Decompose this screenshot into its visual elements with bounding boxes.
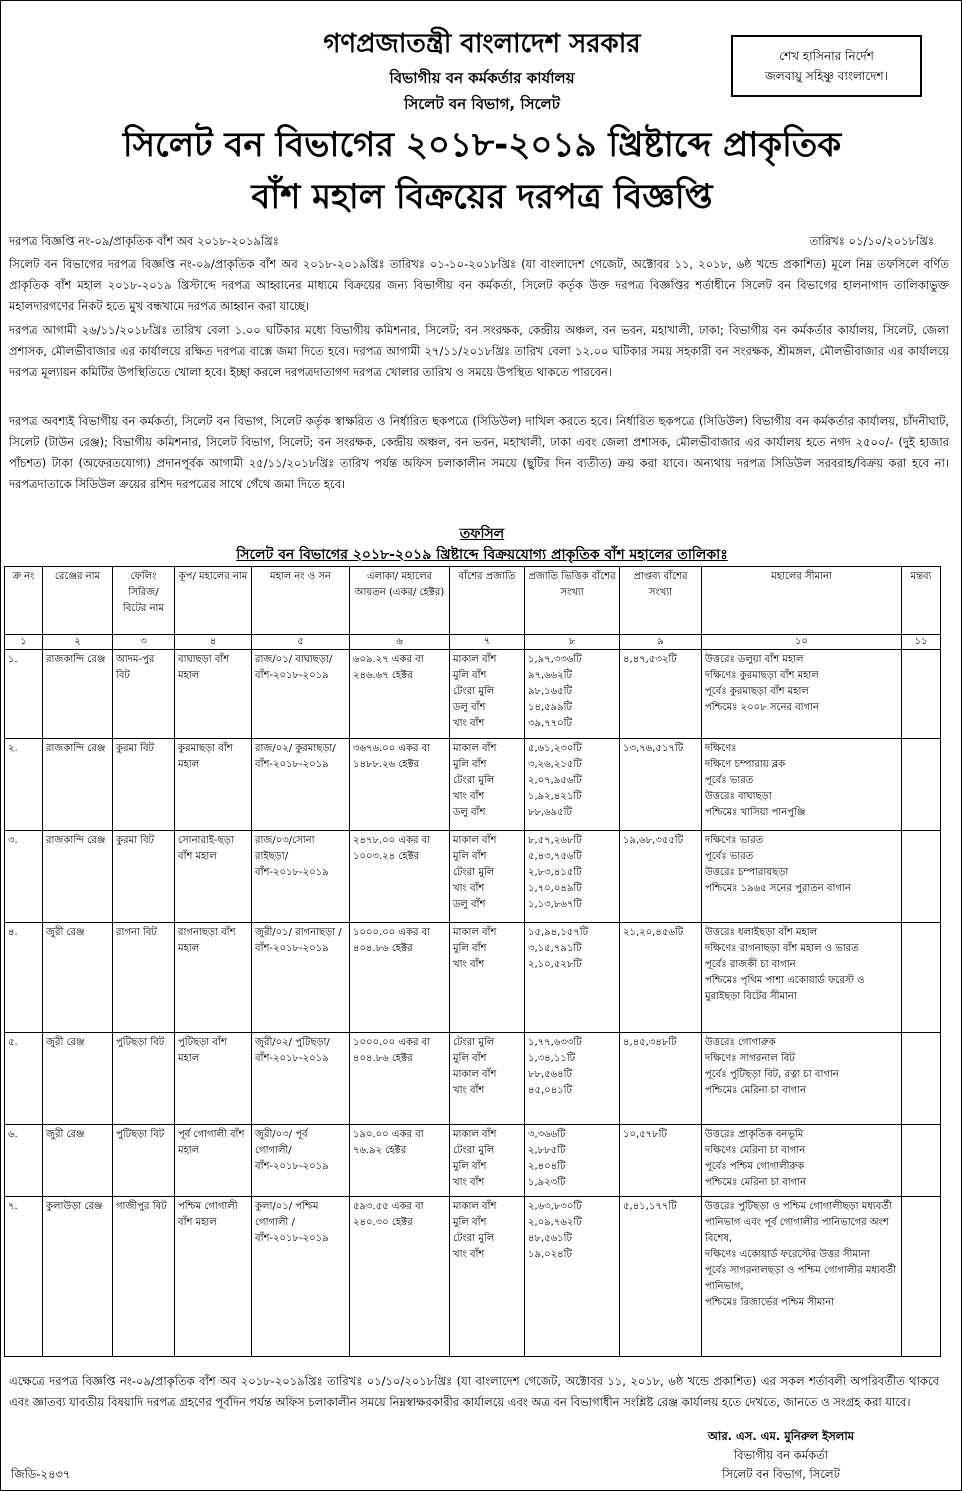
schedule-heading: তফসিল [459,526,505,542]
cell-boundary: উত্তরেঃ ডলুয়া বাঁশ মহাল দক্ষিণেঃ কুরমাছড়া বাঁশ মহাল পূর্বেঃ কুরমাছড়া বাঁশ মহাল পশ্চিমেঃ ২০০৮ সনের বাগান [702,650,902,739]
col-header-total: প্রাপ্তব্য বাঁশের সংখ্যা [620,567,702,635]
col-number: ৫ [252,635,350,650]
cell-total: ৪,৪৭,৫৩২টি [620,650,702,739]
signer-title: বিভাগীয় বন কর্মকর্তা [733,1448,829,1462]
cell-beat: গাজীপুর বিট [113,1197,175,1357]
cell-sl: ৩. [5,831,43,923]
cell-remarks [902,1125,941,1197]
government-name: গণপ্রজাতন্ত্রী বাংলাদেশ সরকার [323,29,641,59]
cell-sl: ৪. [5,923,43,1033]
cell-remarks [902,831,941,923]
cell-area: ১৯০.০০ একর বা ৭৬.৯২ হেক্টর [350,1125,450,1197]
cell-mahal-no: রাজ/০৩/সোনা রাইছড়া/বাঁশ-২০১৮-২০১৯ [252,831,350,923]
footer-paragraph: এক্ষেত্রে দরপত্র বিজ্ঞপ্তি নং-০৯/প্রাকৃতিক বাঁশ অব ২০১৮-২০১৯খ্রিঃ তারিখঃ ০১/১০/২০১৮খ্রিঃ (যা বাংলাদেশ গেজেট, অক্টোবর ১১, ২০১৮, ৬ষ্ঠ খন্ডে প্রকাশিত) এর সকল শর্তাবলী অপরিবর্তীত থাকবে এবং জ্ঞাতব্য যাবতীয় বিষয়াদি দরপত্র গ্রহণের পূর্বদিন পর্যন্ত অফিস চলাকালীন সময়ে নিম্নস্বাক্ষরকারীর কার্যালয়ে এবং অত্র বন বিভাগাধীন সংশ্লিষ্ট রেঞ্জ কার্যালয় হতে দেখতে, জানতে ও সংগ্রহ করা যাবে। [9,1374,939,1409]
cell-range: রাজকান্দি রেঞ্জ [43,739,113,831]
notice-paragraph-3: দরপত্র অবশ্যই বিভাগীয় বন কর্মকর্তা, সিলেট বন বিভাগ, সিলেট কর্তৃক স্বাক্ষরিত ও নির্ধারিত ছকপত্রে (সিডিউল) দাখিল করতে হবে। নির্ধারিত ছকপত্রে (সিডিউল) বিভাগীয় বন কর্মকর্তার কার্যালয়, চাঁদনীঘাট, সিলেট (টাউন রেঞ্জ); বিভাগীয় কমিশনার, সিলেট বিভাগ, সিলেট; বন সংরক্ষক, কেন্দ্রীয় অঞ্চল, বন ভবন, মহাখালী, ঢাকা এবং জেলা প্রশাসক, মৌলভীবাজার এর কার্যালয় হতে নগদ ২৫০০/- (দুই হাজার পাঁচশত) টাকা (অফেরতযোগ্য) প্রদানপূর্বক আগামী ২৫/১১/২০১৮খ্রিঃ তারিখ পর্যন্ত অফিস চলাকালীন সময়ে (ছুটির দিন ব্যতীত) ক্রয় করা যাবে। অন্যথায় দরপত্র সিডিউল সরবরাহ/বিক্রয় করা হবে না। দরপত্রদাতাকে সিডিউল ক্রয়ের রশিদ দরপত্রের সাথে গেঁথে জমা দিতে হবে। [9,414,949,491]
cell-boundary: দক্ষিণেঃ দক্ষিণে চম্পারায় ব্লক পূর্বেঃ ভারত উত্তরেঃ বাঘাছড়া পশ্চিমেঃ খাসিয়া পানপুঞ্জি [702,739,902,831]
cell-remarks [902,739,941,831]
cell-beat: কুরমা বিট [113,739,175,831]
signature-block [661,1427,901,1484]
col-header-species: বাঁশের প্রজাতি [450,567,525,635]
cell-beat: আদম-পুর বিট [113,650,175,739]
notice-paragraph-1: সিলেট বন বিভাগের দরপত্র বিজ্ঞপ্তি নং-০৯/প্রাকৃতিক বাঁশ অব ২০১৮-২০১৯খ্রিঃ তারিখঃ ০১-১০-২০১৮খ্রিঃ (যা বাংলাদেশ গেজেট, অক্টোবর ১১, ২০১৮, ৬ষ্ঠ খন্ডে প্রকাশিত) মূলে নিম্ন তফসিলে বর্ণিত প্রাকৃতিক বাঁশ মহাল ২০১৮-২০১৯ খ্রিস্টাব্দে দরপত্র আহ্বানের মাধ্যমে বিক্রয়ের জন্য বিভাগীয় বন কর্মকর্তা, সিলেট কর্তৃক উক্ত দরপত্র বিজ্ঞপ্তির শর্তাধীনে সিলেট বন বিভাগের হালনাগাদ তালিকাভুক্ত মহালদারগণের নিকট হতে মুখ বন্ধখামে দরপত্র আহ্বান করা যাচ্ছে। [9,257,949,313]
cell-range: কুলাউড়া রেঞ্জ [43,1197,113,1357]
cell-range: রাজকান্দি রেঞ্জ [43,650,113,739]
cell-mahal-no: রাজ/০২/ কুরমাছড়া/বাঁশ-২০১৮-২০১৯ [252,739,350,831]
col-number: ১ [5,635,43,650]
cell-range: জুরী রেঞ্জ [43,923,113,1033]
table-title: সিলেট বন বিভাগের ২০১৮-২০১৯ খ্রিষ্টাব্দে বিক্রয়যোগ্য প্রাকৃতিক বাঁশ মহালের তালিকাঃ [236,547,728,563]
cell-sl: ১. [5,650,43,739]
cell-range: জুরী রেঞ্জ [43,1033,113,1125]
column-number-row [5,635,941,650]
cell-species-count: ১,৯৭,৩৩৬টি ৯৭,৬৬২টি ৯৮,১৬৫টি ১৪,৫৯৯টি ৩৯,৭৭০টি [525,650,620,739]
table-row [5,650,941,739]
col-number: ৭ [450,635,525,650]
notice-title-line1: সিলেট বন বিভাগের ২০১৮-২০১৯ খ্রিষ্টাব্দে প্রাকৃতিক [122,125,842,165]
cell-boundary: উত্তরেঃ গোগারুক দক্ষিণেঃ সাগরনাল বিট পূর্বেঃ পুটিছড়া বিট, রত্না চা বাগান পশ্চিমেঃ মেরিনা চা বাগান [702,1033,902,1125]
cell-total: ১০,৫৭৮টি [620,1125,702,1197]
cell-mahal-no: কুলা/০১/ পশ্চিম গোগালী /বাঁশ-২০১৮-২০১৯ [252,1197,350,1357]
gd-number: জিডি-২৪৩৭ [11,1467,71,1481]
cell-remarks [902,650,941,739]
col-number: ৩ [113,635,175,650]
cell-area: ৫৯৩.৫৫ একর বা ২৪০.৩০ হেক্টর [350,1197,450,1357]
cell-sl: ৬. [5,1125,43,1197]
col-header-area: এলাকা/ মহালের আয়তন (একর/ হেক্টর) [350,567,450,635]
cell-remarks [902,923,941,1033]
cell-species-count: ৩,৩৬৬টি ২,৮৮৫টি ২,৪০৪টি ১,৯২৩টি [525,1125,620,1197]
table-row [5,1033,941,1125]
cell-mahal: পশ্চিম গোগালী বাঁশ মহাল [175,1197,252,1357]
cell-sl: ৫. [5,1033,43,1125]
table-row [5,831,941,923]
table-row [5,923,941,1033]
cell-total: ২১,২০,৪৫৬টি [620,923,702,1033]
mahal-table [4,566,941,1357]
table-row [5,1125,941,1197]
cell-total: ৪,৪৫,৩৪৮টি [620,1033,702,1125]
cell-mahal-no: জুরী/০১/ রাগনাছড়া /বাঁশ-২০১৮-২০১৯ [252,923,350,1033]
cell-species: মাকাল বাঁশ মুলি বাঁশ টেংরা মুলি খাং বাঁশ [450,1197,525,1357]
slogan-line1: শেখ হাসিনার নির্দেশ [779,49,874,63]
cell-species-count: ১,৭৭,৬৩৩টি ১,৩৪,১১টি ৮৮,৫৬৪টি ৪৫,০৪১টি [525,1033,620,1125]
cell-mahal: রাগনাছড়া বাঁশ মহাল [175,923,252,1033]
cell-boundary: উত্তরেঃ ধলাইছড়া বাঁশ মহাল দক্ষিণেঃ রাগনাছড়া বাঁশ মহাল ও ভারত পূর্বেঃ রাজকী চা বাগান পশ্চিমেঃ পৃথিম পাশা একোয়ার্ড ফরেস্ট ও মুরাইছড়া বিটের সীমানা [702,923,902,1033]
cell-species-count: ২,৬৩,৮৩০টি ২,০৯,৭৬২টি ৪৮,৫৬১টি ১৯,০২৪টি [525,1197,620,1357]
cell-beat: পুটিছড়া বিট [113,1033,175,1125]
col-number: ৯ [620,635,702,650]
notice-number: দরপত্র বিজ্ঞপ্তি নং-০৯/প্রাকৃতিক বাঁশ অব ২০১৮-২০১৯খ্রিঃ [9,234,279,248]
cell-species-count: ১৫,৯৪,১৫৭টি ৩,১৫,৭৯১টি ২,১০,৫২৮টি [525,923,620,1033]
cell-remarks [902,1197,941,1357]
col-number: ৬ [350,635,450,650]
table-row [5,1197,941,1357]
cell-species: মাকাল বাঁশ টেংরা মুলি মুলি বাঁশ খাং বাঁশ [450,1125,525,1197]
slogan-box [731,35,922,97]
cell-species-count: ৫,৬১,২৩০টি ৩,২৬,২১৫টি ২,০৭,৯৫৬টি ১,৯২,৪২১টি ৮৮,৬৯৫টি [525,739,620,831]
cell-mahal-no: রাজ/০১/ বাঘাছড়া/ বাঁশ-২০১৮-২০১৯ [252,650,350,739]
cell-species: মাকাল বাঁশ মুলি বাঁশ টেংরা মুলি খাং বাঁশ ডলু বাঁশ [450,831,525,923]
cell-mahal: সোনারাই-ছড়া বাঁশ মহাল [175,831,252,923]
col-number: ২ [43,635,113,650]
cell-area: ১০০০.০০ একর বা ৪০৪.৮৬ হেক্টর [350,923,450,1033]
cell-beat: পুটিছড়া বিট [113,1125,175,1197]
cell-species: মাকাল বাঁশ মুলি বাঁশ খাং বাঁশ [450,923,525,1033]
cell-area: ৩৬৭৬.০০ একর বা ১৪৮৮.২৬ হেক্টর [350,739,450,831]
table-header-row [5,567,941,635]
notice-date: তারিখঃ ০১/১০/২০১৮খ্রিঃ [809,234,934,248]
cell-mahal: পূর্ব গোগালী বাঁশ মহাল [175,1125,252,1197]
col-number: ১১ [902,635,941,650]
cell-mahal-no: জুরী/০৩/ পূর্ব গোগালী/বাঁশ-২০১৮-২০১৯ [252,1125,350,1197]
header [1,1,961,226]
cell-boundary: উত্তরেঃ পুটিছড়া ও পশ্চিম গোগালীছড়া মধ্যবর্তী পানিভাগ এবং পূর্ব গোগালীর পানিভাগের অংশ বিশেষ, দক্ষিণেঃ একোয়ার্ড ফরেস্টের উত্তর সীমানা পূর্বেঃ সাগরনালছড়া ও পশ্চিম গোগালীর মধ্যবর্তী পানিভাগ, পশ্চিমেঃ রিজার্ভের পশ্চিম সীমানা [702,1197,902,1357]
cell-remarks [902,1033,941,1125]
cell-sl: ৭. [5,1197,43,1357]
cell-total: ১৩,৭৬,৫১৭টি [620,739,702,831]
cell-beat: কুরমা বিট [113,831,175,923]
cell-range: রাজকান্দি রেঞ্জ [43,831,113,923]
cell-species-count: ৮,৫৭,২৬৮টি ৫,৪৩,৭৫৬টি ২,৮৩,৪১৫টি ১,৭০,০৪৯টি ১,১৩,৮৬৭টি [525,831,620,923]
notice-paragraph-2: দরপত্র আগামী ২৬/১১/২০১৮খ্রিঃ তারিখ বেলা ১.০০ ঘটিকার মধ্যে বিভাগীয় কমিশনার, সিলেট; বন সংরক্ষক, কেন্দ্রীয় অঞ্চল, বন ভবন, মহাখালী, ঢাকা; বিভাগীয় বন কর্মকর্তার কার্যালয়, সিলেট, জেলা প্রশাসক, মৌলভীবাজার এর কার্যালয়ে রক্ষিত দরপত্র বাক্সে জমা দিতে হবে। দরপত্র আগামী ২৭/১১/২০১৮খ্রিঃ তারিখ বেলা ১২.০০ ঘটিকার সময় সহকারী বন সংরক্ষক, শ্রীমঙ্গল, মৌলভীবাজার এর কার্যালয়ে দরপত্র মূল্যায়ন কমিটির উপস্থিতিতে খোলা হবে। ইচ্ছা করলে দরপত্রদাতাগণ দরপত্র খোলার তারিখ ও সময়ে উপস্থিত থাকতে পারবেন। [9,323,949,379]
col-number: ১০ [702,635,902,650]
col-header-boundary: মহালের সীমানা [702,567,902,635]
office-name: বিভাগীয় বন কর্মকর্তার কার্যালয় [389,69,575,87]
col-header-remarks: মন্তব্য [902,567,941,635]
table-row [5,739,941,831]
division-name: সিলেট বন বিভাগ, সিলেট [404,95,560,113]
col-header-range: রেঞ্জের নাম [43,567,113,635]
col-number: ৮ [525,635,620,650]
slogan-line2: জলবায়ু সহিষ্ণু বাংলাদেশ। [765,69,888,83]
cell-beat: রাগনা বিট [113,923,175,1033]
cell-sl: ২. [5,739,43,831]
notice-number-row [9,233,934,252]
col-header-mahal: কূপ/ মহালের নাম [175,567,252,635]
cell-boundary: দক্ষিণেঃ ভারত পূর্বেঃ ভারত উত্তরেঃ চম্পারায়ছড়া পশ্চিমেঃ ১৯৬৫ সনের পুরাতন বাগান [702,831,902,923]
cell-total: ৫,৪১,১৭৭টি [620,1197,702,1357]
cell-area: ২৪৭৮.০০ একর বা ১০০৩.২৪ হেক্টর [350,831,450,923]
col-header-beat: ফেলিং সিরিজ/ বিটের নাম [113,567,175,635]
signer-name: আর. এস. এম. মুনিরুল ইসলাম [707,1429,855,1443]
signer-office: সিলেট বন বিভাগ, সিলেট [722,1467,840,1481]
cell-mahal: বাঘাছড়া বাঁশ মহাল [175,650,252,739]
cell-area: ৬০৯.২৭ একর বা ২৪৬.৬৭ হেক্টর [350,650,450,739]
col-header-mahal-no: মহাল নং ও সন [252,567,350,635]
col-number: ৪ [175,635,252,650]
cell-area: ১০০০.০০ একর বা ৪০৪.৮৬ হেক্টর [350,1033,450,1125]
cell-species: টেংরা মুলি মুলি বাঁশ মাকাল বাঁশ খাং বাঁশ [450,1033,525,1125]
cell-range: জুরী রেঞ্জ [43,1125,113,1197]
cell-mahal-no: জুরী/০২/ পুটিছড়া/বাঁশ-২০১৮-২০১৯ [252,1033,350,1125]
col-header-sl: ক্র নং [5,567,43,635]
notice-title-line2: বাঁশ মহাল বিক্রয়ের দরপত্র বিজ্ঞপ্তি [251,177,713,217]
cell-total: ১৯,৬৮,৩৫৫টি [620,831,702,923]
cell-boundary: উত্তরেঃ প্রাকৃতিক বনভূমি দক্ষিণেঃ মেরিনা চা বাগান পূর্বেঃ পশ্চিম গোগালীরুক পশ্চিমেঃ মেরিনা চা বাগান [702,1125,902,1197]
cell-species: মাকাল বাঁশ মুলি বাঁশ টেংরা মুলি ডলু বাঁশ খাং বাঁশ [450,650,525,739]
col-header-species-count: প্রজাতি ভিত্তিক বাঁশের সংখ্যা [525,567,620,635]
cell-species: মাকাল বাঁশ মুলি বাঁশ টেংরা মুলি খাং বাঁশ ডলু বাঁশ [450,739,525,831]
cell-mahal: কুরমাছড়া বাঁশ মহাল [175,739,252,831]
cell-mahal: পুটিছড়া বাঁশ মহাল [175,1033,252,1125]
